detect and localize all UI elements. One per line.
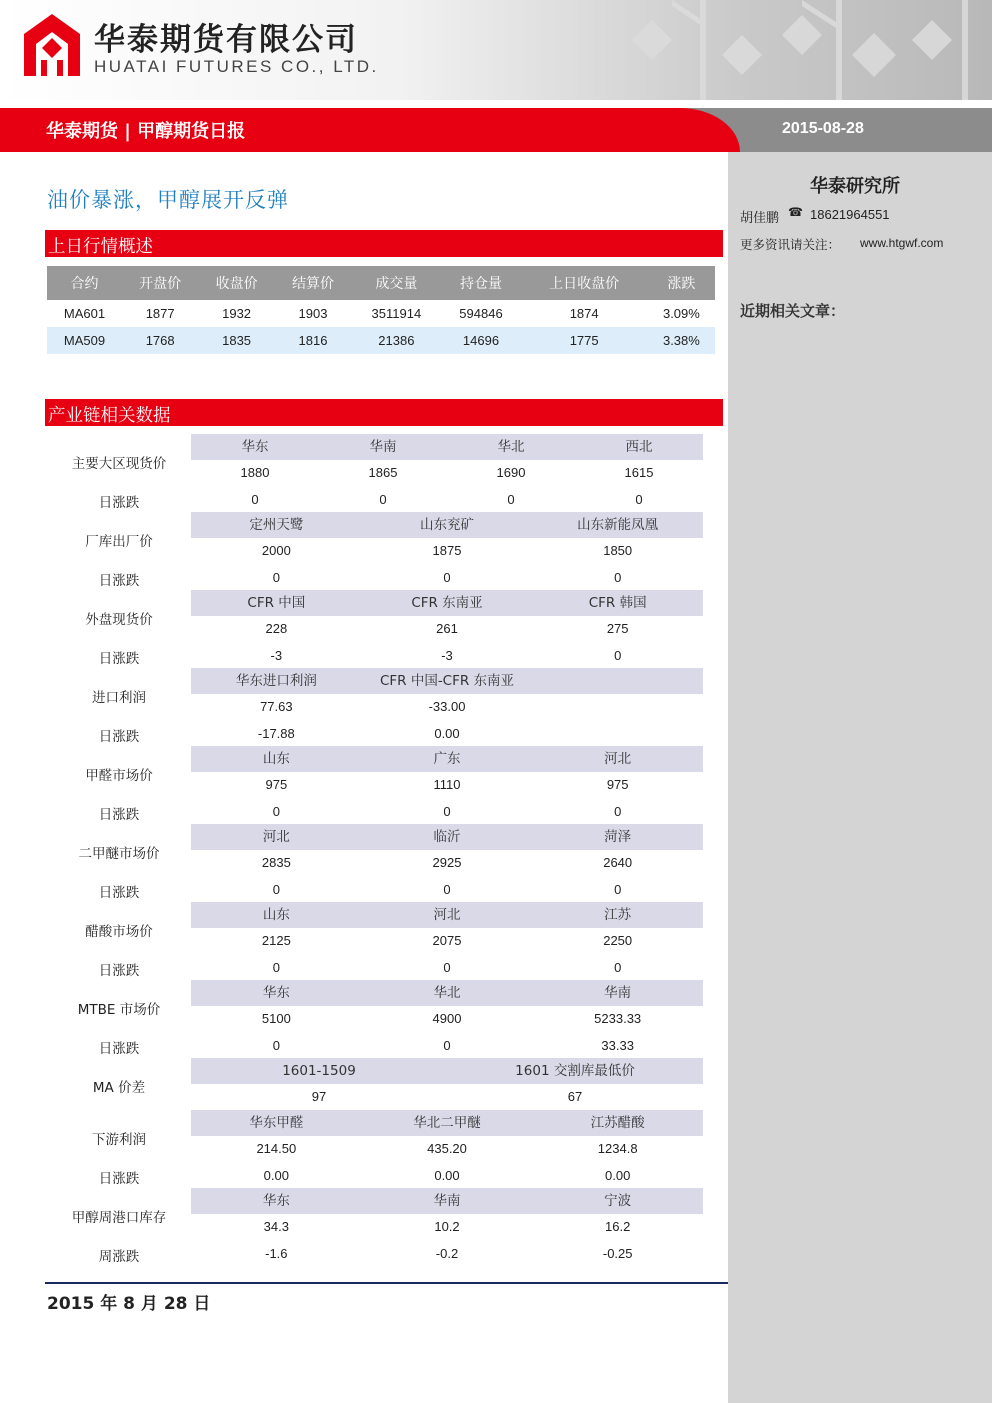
report-date: 2015-08-28 xyxy=(782,120,864,137)
footer-date: 2015 年 8 月 28 日 xyxy=(47,1294,211,1314)
chain-value: 67 xyxy=(567,1089,583,1104)
chain-col-header: 1601 交割库最低价 xyxy=(515,1063,635,1079)
chain-value: 2925 xyxy=(432,855,462,870)
chain-change-label: 日涨跌 xyxy=(98,651,140,667)
chain-group-header xyxy=(191,746,703,772)
market-cell: 1932 xyxy=(222,306,252,321)
chain-group-header xyxy=(191,902,703,928)
chain-col-header: CFR 东南亚 xyxy=(411,595,483,611)
market-row xyxy=(47,300,715,327)
footer-divider xyxy=(45,1282,728,1284)
chain-col-header: 山东 xyxy=(262,907,290,923)
chain-change-row xyxy=(191,1038,703,1053)
chain-change-row xyxy=(191,570,703,585)
chain-group-header xyxy=(191,590,703,616)
market-cell: MA601 xyxy=(63,306,106,321)
chain-change-row xyxy=(191,1168,703,1183)
chain-value: 2125 xyxy=(261,933,291,948)
section-chain-bar xyxy=(45,399,723,426)
market-cell: 1835 xyxy=(198,327,274,354)
chain-group-label: 醋酸市场价 xyxy=(85,924,153,940)
chain-change-value: -3 xyxy=(270,648,283,663)
section-market-bar xyxy=(45,230,723,257)
chain-value-row xyxy=(191,777,703,792)
market-cell: 1768 xyxy=(122,327,198,354)
chain-col-header: 1601-1509 xyxy=(282,1063,356,1079)
chain-change-value: 0 xyxy=(272,804,280,819)
chain-group-header xyxy=(191,1188,703,1214)
company-name-en: HUATAI FUTURES CO., LTD. xyxy=(94,57,379,76)
chain-group-header xyxy=(191,1058,703,1084)
chain-col-header: CFR 韩国 xyxy=(588,595,647,611)
section-chain-title: 产业链相关数据 xyxy=(48,406,171,426)
chain-change-value: 0 xyxy=(379,492,387,507)
chain-col-header: 华南 xyxy=(369,439,397,455)
section-market-title: 上日行情概述 xyxy=(48,237,153,257)
chain-group-header xyxy=(191,668,703,694)
chain-col-header: CFR 中国 xyxy=(247,595,306,611)
chain-change-row xyxy=(191,648,703,663)
chain-change-label: 日涨跌 xyxy=(98,495,140,511)
chain-value: 34.3 xyxy=(263,1219,289,1234)
chain-col-header: 华北二甲醚 xyxy=(413,1115,481,1131)
chain-change-row xyxy=(191,492,703,507)
chain-col-header: 华东甲醛 xyxy=(249,1115,304,1131)
chain-change-value: 0 xyxy=(614,648,622,663)
chain-group-label: 进口利润 xyxy=(92,690,146,706)
institute-name: 华泰研究所 xyxy=(810,176,900,197)
chain-group xyxy=(47,1188,707,1266)
title-banner xyxy=(0,108,992,152)
chain-change-value: -17.88 xyxy=(257,726,295,741)
chain-change-value: 0.00 xyxy=(434,726,460,741)
chain-change-value: 0.00 xyxy=(434,1168,460,1183)
chain-change-value: 0 xyxy=(614,960,622,975)
chain-col-header: 山东 xyxy=(262,751,290,767)
chain-group xyxy=(47,668,707,746)
chain-change-value: 0.00 xyxy=(605,1168,631,1183)
chain-change-value: -0.2 xyxy=(435,1246,459,1261)
chain-col-header: 河北 xyxy=(262,829,290,845)
market-cell: 1877 xyxy=(145,306,175,321)
chain-col-header: 华东进口利润 xyxy=(235,673,317,689)
chain-change-value: 0.00 xyxy=(263,1168,289,1183)
chain-value: 1110 xyxy=(433,777,461,792)
chain-change-value: 0 xyxy=(614,570,622,585)
chain-col-header: 广东 xyxy=(433,751,461,767)
chain-change-value: 0 xyxy=(443,882,451,897)
chain-col-header xyxy=(532,668,703,694)
chain-change-label: 日涨跌 xyxy=(98,885,140,901)
chain-value-row xyxy=(191,699,703,714)
chain-change-value: 0 xyxy=(507,492,515,507)
chain-group xyxy=(47,1058,707,1110)
market-cell: 1816 xyxy=(275,327,351,354)
chain-change-label: 日涨跌 xyxy=(98,1041,140,1057)
chain-col-header: 西北 xyxy=(625,439,653,455)
chain-group-header xyxy=(191,824,703,850)
chain-value: 214.50 xyxy=(256,1141,297,1156)
chain-group xyxy=(47,590,707,668)
market-cell: 14696 xyxy=(442,327,521,354)
header-decoration xyxy=(612,0,992,100)
chain-value: 2075 xyxy=(432,933,462,948)
market-cell: 594846 xyxy=(459,306,503,321)
chain-col-header: 河北 xyxy=(604,751,632,767)
chain-change-value: 0 xyxy=(443,960,451,975)
chain-change-label: 周涨跌 xyxy=(98,1249,140,1265)
market-cell: 1903 xyxy=(298,306,328,321)
chain-value: 1865 xyxy=(368,465,398,480)
phone-icon: ☎ xyxy=(788,205,803,219)
chain-col-header: 华东 xyxy=(262,985,290,1001)
market-col-header: 涨跌 xyxy=(648,266,715,300)
chain-value: 435.20 xyxy=(427,1141,467,1156)
chain-value-row xyxy=(191,621,703,636)
sidebar xyxy=(728,152,992,1403)
chain-value: 16.2 xyxy=(605,1219,631,1234)
chain-value-row xyxy=(191,465,703,480)
market-col-header: 成交量 xyxy=(351,266,441,300)
report-header xyxy=(0,0,992,100)
chain-change-row xyxy=(191,1246,703,1261)
chain-change-row xyxy=(191,960,703,975)
company-name-cn: 华泰期货有限公司 xyxy=(94,22,358,58)
chain-change-value: -3 xyxy=(441,648,453,663)
chain-group-header xyxy=(191,1110,703,1136)
chain-col-header: 华东 xyxy=(262,1193,290,1209)
chain-value: 2000 xyxy=(261,543,291,558)
market-col-header: 收盘价 xyxy=(198,266,274,300)
chain-change-value: 0 xyxy=(443,804,451,819)
chain-change-row xyxy=(191,726,703,741)
chain-col-header: 华北 xyxy=(433,985,461,1001)
analyst-phone: 18621964551 xyxy=(810,207,890,222)
chain-col-header: 华北 xyxy=(497,439,525,455)
chain-col-header: 临沂 xyxy=(433,829,461,845)
chain-group-label: 甲醛市场价 xyxy=(85,768,153,784)
more-info-label: 更多资讯请关注： xyxy=(740,237,841,252)
chain-value-row xyxy=(191,933,703,948)
chain-change-value: 0 xyxy=(251,492,259,507)
chain-value: 1615 xyxy=(624,465,654,480)
chain-col-header: 华东 xyxy=(241,439,269,455)
chain-value-row xyxy=(191,1141,703,1156)
chain-col-header: 华南 xyxy=(433,1193,461,1209)
chain-change-value: 0 xyxy=(272,960,280,975)
chain-col-header: 山东兖矿 xyxy=(420,517,474,533)
chain-group-label: 二甲醚市场价 xyxy=(78,846,160,862)
chain-value: 275 xyxy=(606,621,629,636)
market-cell: 21386 xyxy=(351,327,441,354)
chain-value: 975 xyxy=(265,777,288,792)
market-row xyxy=(47,327,715,354)
chain-group xyxy=(47,902,707,980)
market-cell: 3.09% xyxy=(662,306,700,321)
market-cell: 1874 xyxy=(569,306,599,321)
chain-group-label: MA 价差 xyxy=(92,1080,146,1096)
headline: 油价暴涨，甲醇展开反弹 xyxy=(47,188,289,212)
chain-change-row xyxy=(191,882,703,897)
huatai-logo-icon xyxy=(24,14,80,76)
chain-group-header xyxy=(191,512,703,538)
chain-change-label: 日涨跌 xyxy=(98,963,140,979)
market-col-header: 上日收盘价 xyxy=(520,266,647,300)
chain-value: 2250 xyxy=(603,933,633,948)
market-cell: 3.38% xyxy=(648,327,715,354)
chain-col-header: 山东新能凤凰 xyxy=(577,517,659,533)
chain-change-value: 0 xyxy=(614,882,622,897)
chain-group-label: MTBE 市场价 xyxy=(77,1002,161,1018)
market-cell: MA509 xyxy=(47,327,122,354)
chain-change-label: 日涨跌 xyxy=(98,1171,140,1187)
chain-col-header: 定州天鹭 xyxy=(249,517,304,533)
chain-change-value: 0 xyxy=(635,492,643,507)
chain-group-label: 下游利润 xyxy=(92,1132,146,1148)
chain-value: 5233.33 xyxy=(594,1011,642,1026)
chain-col-header: 江苏 xyxy=(604,907,632,923)
chain-change-value: 0 xyxy=(272,882,280,897)
chain-group xyxy=(47,824,707,902)
chain-value: 97 xyxy=(311,1089,327,1104)
chain-value-row xyxy=(191,1219,703,1234)
chain-group-label: 厂库出厂价 xyxy=(85,534,153,550)
chain-group xyxy=(47,746,707,824)
chain-change-label: 日涨跌 xyxy=(98,807,140,823)
chain-value: 5100 xyxy=(261,1011,291,1026)
chain-value: 10.2 xyxy=(434,1219,460,1234)
chain-change-label: 日涨跌 xyxy=(98,573,140,589)
chain-group xyxy=(47,1110,707,1188)
chain-group-header xyxy=(191,980,703,1006)
chain-group-header xyxy=(191,434,703,460)
chain-value-row xyxy=(191,1089,703,1104)
chain-change-label: 日涨跌 xyxy=(98,729,140,745)
market-cell: 1775 xyxy=(520,327,647,354)
chain-value: 975 xyxy=(606,777,629,792)
chain-change-row xyxy=(191,804,703,819)
chain-col-header: 江苏醋酸 xyxy=(590,1115,645,1131)
website-link[interactable]: www.htgwf.com xyxy=(860,236,944,250)
chain-change-value: -1.6 xyxy=(265,1246,288,1261)
chain-value: 2640 xyxy=(603,855,633,870)
chain-value: 1850 xyxy=(603,543,633,558)
chain-change-value: -0.25 xyxy=(602,1246,633,1261)
chain-value: 4900 xyxy=(432,1011,462,1026)
chain-col-header: 华南 xyxy=(604,985,632,1001)
chain-value: 228 xyxy=(265,621,288,636)
chain-group-label: 外盘现货价 xyxy=(85,612,153,628)
chain-value: -33.00 xyxy=(428,699,466,714)
market-col-header: 合约 xyxy=(47,266,122,300)
industry-chain-table xyxy=(47,434,707,1266)
market-col-header: 开盘价 xyxy=(122,266,198,300)
chain-change-value: 0 xyxy=(614,804,622,819)
chain-group xyxy=(47,980,707,1058)
report-title: 华泰期货 | 甲醇期货日报 xyxy=(46,121,246,142)
chain-change-value xyxy=(532,726,703,741)
chain-value: 2835 xyxy=(261,855,291,870)
chain-change-value: 0 xyxy=(443,570,451,585)
chain-change-value: 0 xyxy=(443,1038,451,1053)
chain-value: 1880 xyxy=(240,465,270,480)
market-col-header: 结算价 xyxy=(275,266,351,300)
market-table xyxy=(47,266,715,354)
chain-value: 1690 xyxy=(496,465,526,480)
chain-value xyxy=(532,699,703,714)
chain-col-header: 菏泽 xyxy=(604,829,632,845)
chain-group xyxy=(47,434,707,512)
chain-group-label: 甲醇周港口库存 xyxy=(71,1210,167,1226)
chain-value-row xyxy=(191,855,703,870)
recent-articles-heading: 近期相关文章： xyxy=(740,302,846,320)
chain-value-row xyxy=(191,543,703,558)
analyst-name: 胡佳鹏 xyxy=(740,211,780,226)
chain-change-value: 33.33 xyxy=(601,1038,634,1053)
chain-col-header: 宁波 xyxy=(604,1193,632,1209)
chain-change-value: 0 xyxy=(272,1038,280,1053)
chain-col-header: CFR 中国-CFR 东南亚 xyxy=(379,673,515,689)
chain-value: 1234.8 xyxy=(597,1141,638,1156)
chain-group xyxy=(47,512,707,590)
market-cell: 3511914 xyxy=(371,306,422,321)
market-col-header: 持仓量 xyxy=(442,266,521,300)
chain-value: 77.63 xyxy=(260,699,293,714)
chain-col-header: 河北 xyxy=(433,907,461,923)
chain-group-label: 主要大区现货价 xyxy=(71,456,167,472)
chain-value-row xyxy=(191,1011,703,1026)
chain-change-value: 0 xyxy=(272,570,280,585)
chain-value: 261 xyxy=(436,621,458,636)
chain-value: 1875 xyxy=(432,543,462,558)
